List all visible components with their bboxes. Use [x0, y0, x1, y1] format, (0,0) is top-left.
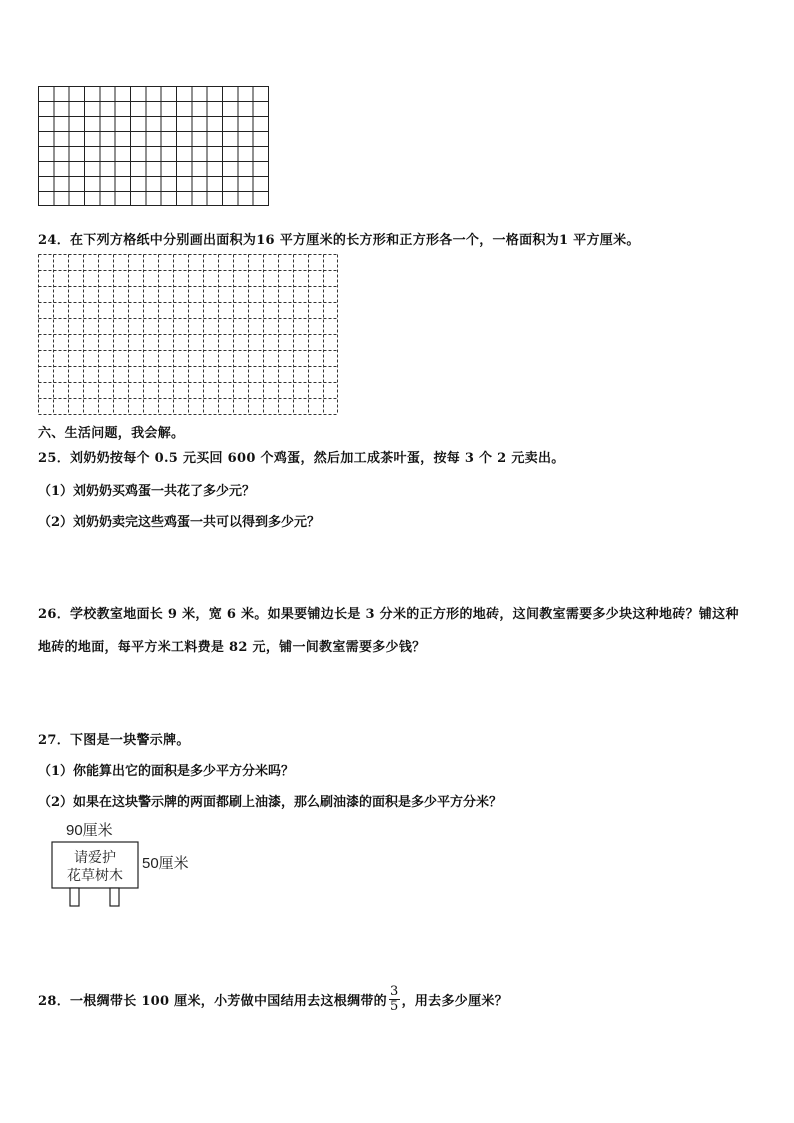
fraction-numerator: 3 — [389, 984, 399, 999]
solid-grid-paper — [38, 86, 269, 206]
question-24-text: 24．在下列方格纸中分别画出面积为16 平方厘米的长方形和正方形各一个，一格面积为1 平方厘米。 — [38, 233, 640, 248]
section-6-heading: 六、生活问题，我会解。 — [38, 426, 185, 441]
sign-left-post — [70, 888, 79, 906]
sign-text-line1: 请爱护 — [74, 850, 116, 866]
sign-width-label: 90厘米 — [66, 822, 113, 839]
fraction-denominator: 5 — [389, 999, 399, 1014]
question-26-line1: 26．学校教室地面长 9 米，宽 6 米。如果要铺边长是 3 分米的正方形的地砖，这间教室需要多少块这种地砖？铺这种 — [38, 607, 739, 622]
question-26-line2: 地砖的地面，每平方米工料费是 82 元，铺一间教室需要多少钱？ — [38, 640, 426, 655]
question-25-sub2: （2）刘奶奶卖完这些鸡蛋一共可以得到多少元？ — [38, 515, 321, 530]
question-25-text: 25．刘奶奶按每个 0.5 元买回 600 个鸡蛋，然后加工成茶叶蛋，按每 3 个 2 元卖出。 — [38, 451, 565, 466]
question-25-sub1: （1）刘奶奶买鸡蛋一共花了多少元？ — [38, 484, 256, 499]
question-28-text-before: 28．一根绸带长 100 厘米，小芳做中国结用去这根绸带的 — [38, 994, 387, 1009]
question-28-text-after: ，用去多少厘米？ — [401, 994, 508, 1009]
question-27-sub1: （1）你能算出它的面积是多少平方分米吗？ — [38, 764, 295, 779]
question-27-sub2: （2）如果在这块警示牌的两面都刷上油漆，那么刷油漆的面积是多少平方分米？ — [38, 795, 503, 810]
sign-right-post — [110, 888, 119, 906]
sign-text-line2: 花草树木 — [67, 868, 123, 884]
question-27-text: 27．下图是一块警示牌。 — [38, 733, 190, 748]
warning-sign-figure — [50, 820, 210, 914]
sign-height-label: 50厘米 — [142, 855, 189, 872]
dashed-grid-paper[interactable] — [38, 254, 338, 415]
question-28 — [38, 985, 508, 1014]
fraction-three-fifths — [389, 985, 400, 1014]
